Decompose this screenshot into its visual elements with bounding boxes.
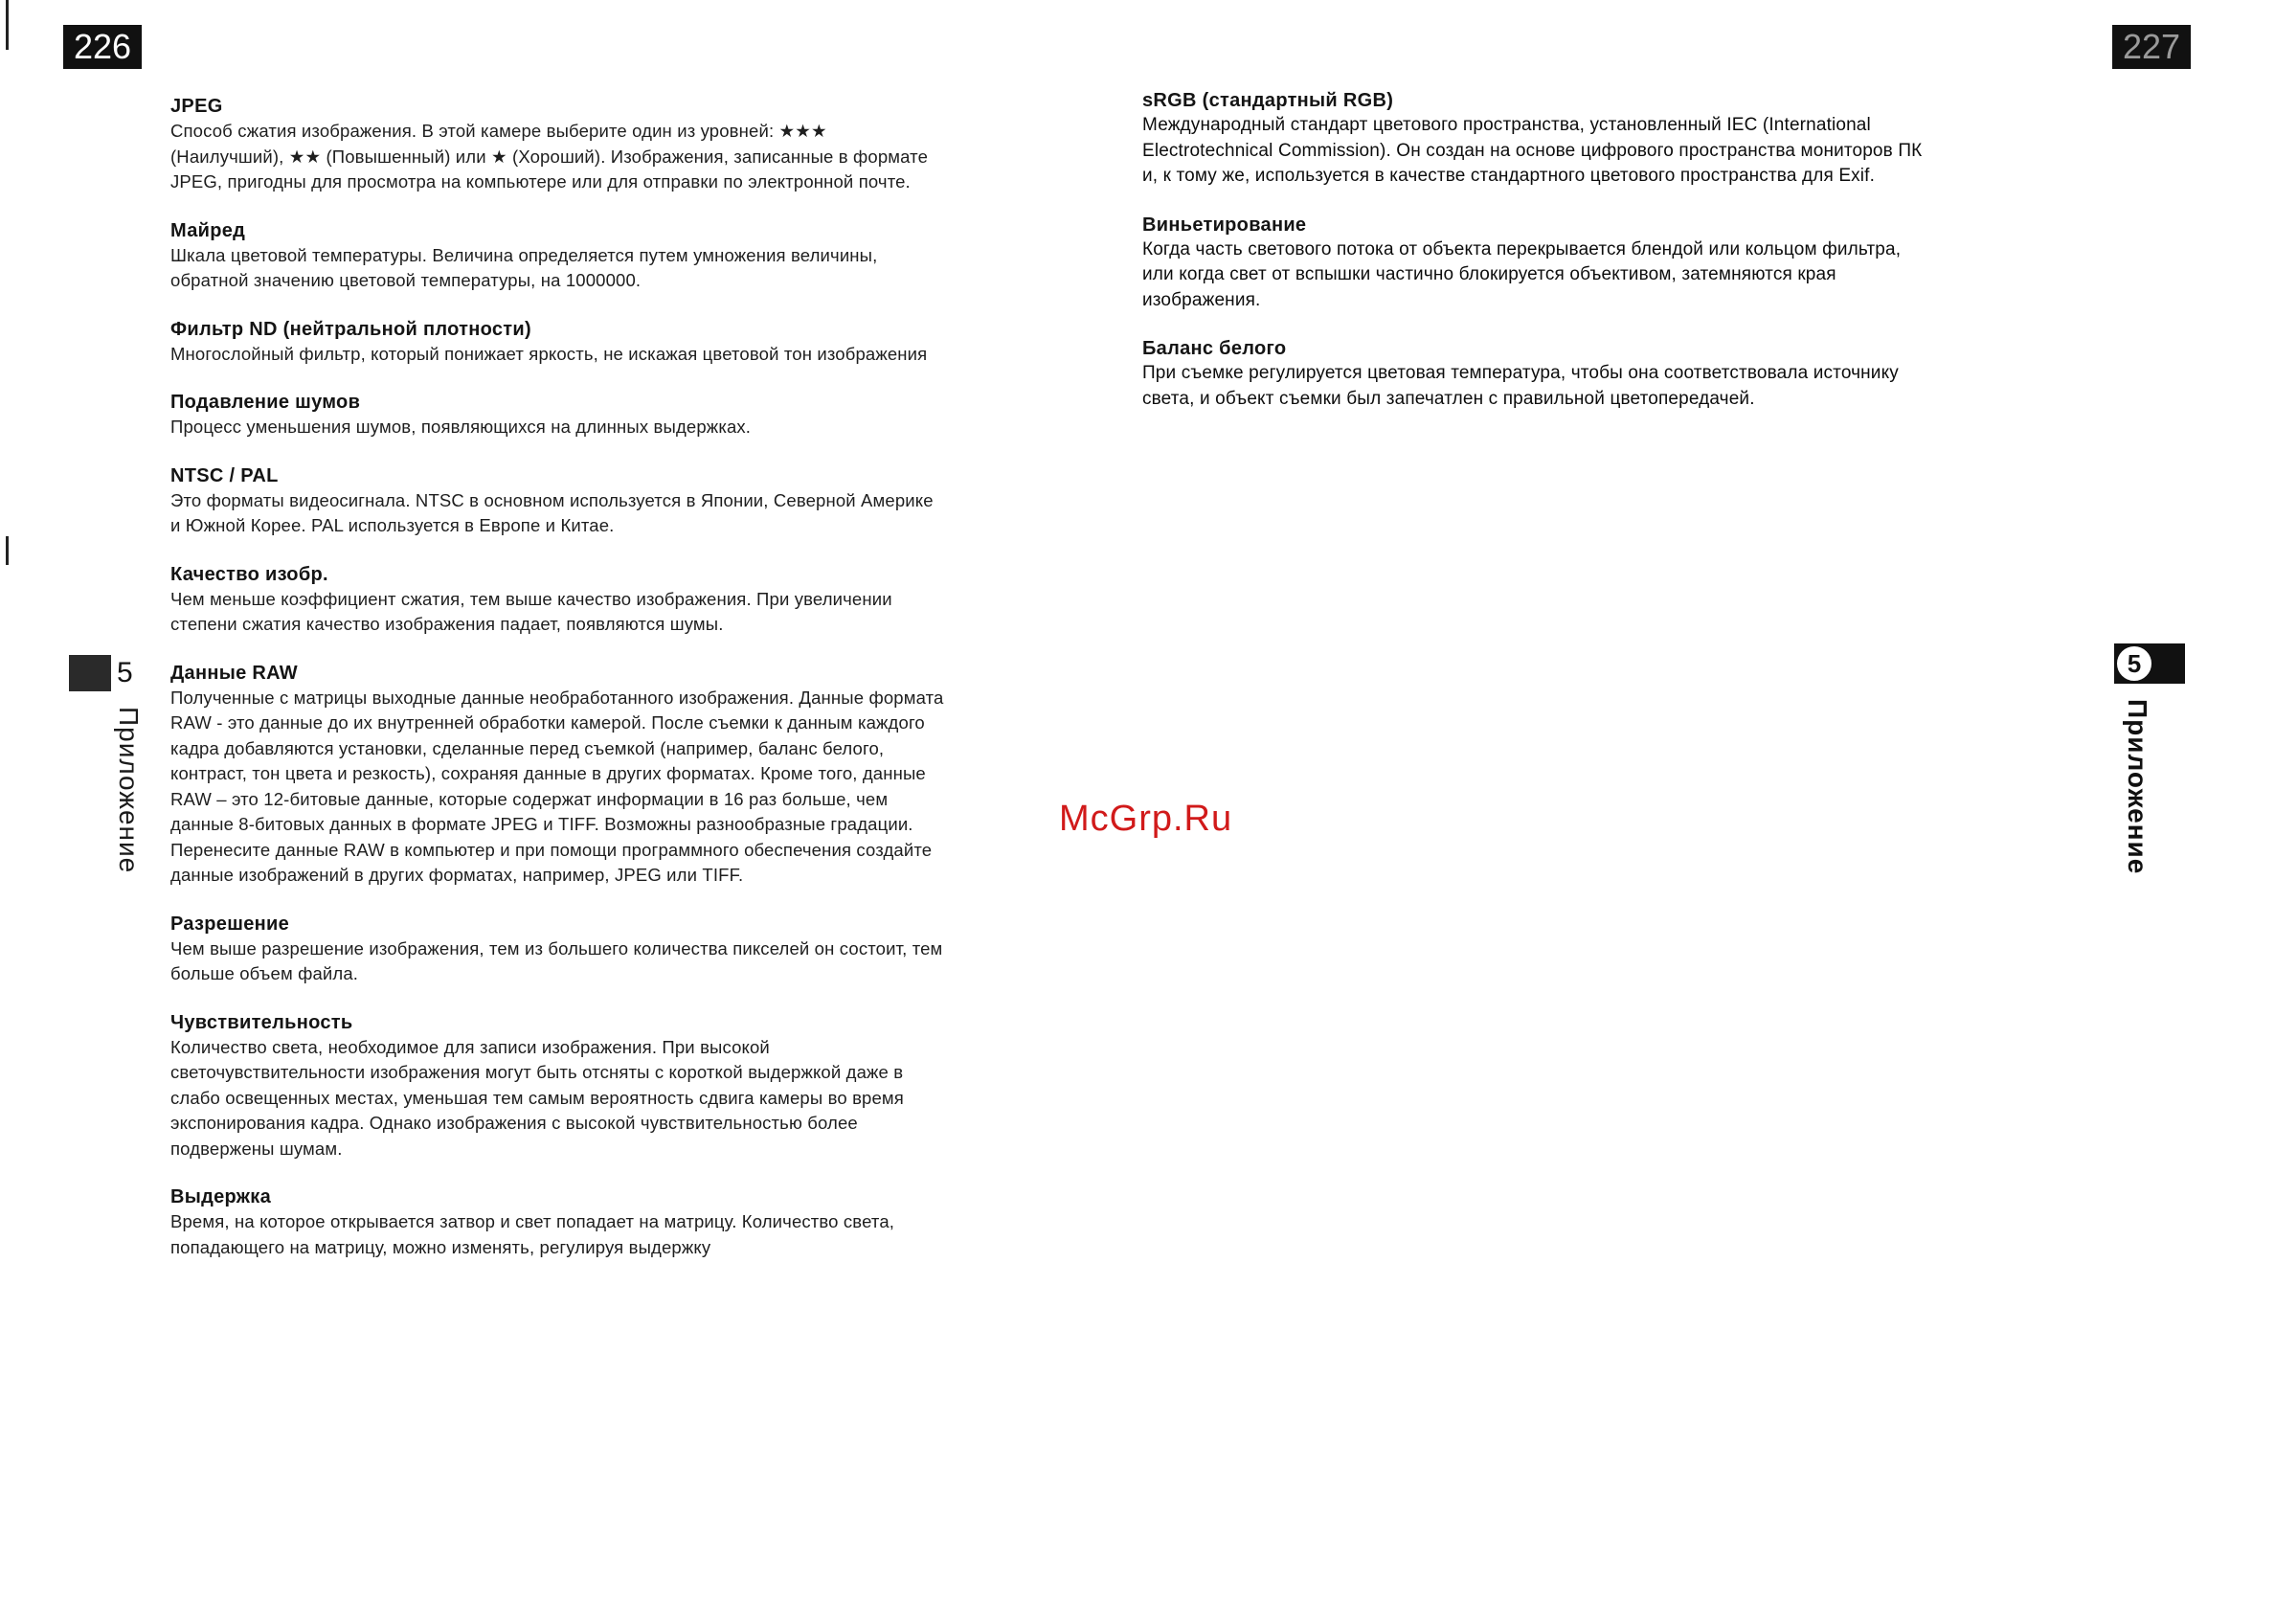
entry-body: Когда часть светового потока от объекта перекрывается блендой или кольцом фильтра, или когда свет от вспышки частично блокируется объективом, затемняются края изображения. bbox=[1142, 238, 1902, 310]
page-number-right: 227 bbox=[2112, 25, 2191, 69]
entry-title: Баланс белого bbox=[1142, 338, 1287, 359]
entry-body: Международный стандарт цветового пространства, установленный IEC (International Electrotechnical Commission). Он создан на основе цифрового пространства мониторов ПК и, к тому же, используется в качестве стандартного цветового пространства для Exif. bbox=[1142, 115, 1923, 186]
glossary-entry-resolution bbox=[170, 912, 1128, 987]
glossary-entry-image-quality bbox=[170, 562, 1128, 638]
glossary-entry-sensitivity bbox=[170, 1010, 1128, 1162]
section-number-right: 5 bbox=[2114, 643, 2154, 684]
watermark: McGrp.Ru bbox=[1059, 799, 1233, 839]
entry-body: Многослойный фильтр, который понижает яркость, не искажая цветовой тон изображения bbox=[170, 343, 928, 364]
entry-title: Выдержка bbox=[170, 1186, 272, 1207]
glossary-entry-shutter-speed bbox=[170, 1184, 1128, 1260]
entry-title: Подавление шумов bbox=[170, 392, 361, 413]
glossary-entry-raw-data bbox=[170, 661, 1128, 889]
entry-body: При съемке регулируется цветовая температура, чтобы она соответствовала источнику света, и объект съемки был запечатлен с правильной цветопередачей. bbox=[1142, 363, 1899, 409]
entry-body: Это форматы видеосигнала. NTSC в основном используется в Японии, Северной Америке и Южной Корее. PAL используется в Европе и Китае. bbox=[170, 489, 934, 535]
binding-mark-top bbox=[6, 0, 9, 50]
entry-body: Чем выше разрешение изображения, тем из большего количества пикселей он состоит, тем больше объем файла. bbox=[170, 937, 943, 983]
entry-title: Фильтр ND (нейтральной плотности) bbox=[170, 318, 531, 340]
glossary-entry-ntsc-pal bbox=[170, 463, 1128, 539]
entry-body: Чем меньше коэффициент сжатия, тем выше качество изображения. При увеличении степени сжатия качество изображения падает, появляются шумы. bbox=[170, 588, 892, 634]
glossary-entry-srgb bbox=[1142, 88, 2109, 190]
page-number-left: 226 bbox=[63, 25, 142, 69]
entry-title: Данные RAW bbox=[170, 662, 298, 684]
entry-title: NTSC / PAL bbox=[170, 464, 279, 486]
section-tab-right bbox=[2114, 643, 2185, 684]
entry-title: Чувствительность bbox=[170, 1011, 353, 1033]
entry-body: Шкала цветовой температуры. Величина определяется путем умножения величины, обратной значению цветовой температуры, на 1000000. bbox=[170, 244, 878, 290]
section-label-left: Приложение bbox=[114, 707, 144, 874]
glossary-entry-noise-reduction bbox=[170, 390, 1128, 440]
entry-body: Полученные с матрицы выходные данные необработанного изображения. Данные формата RAW - это данные до их внутренней обработки камерой. После съемки к данным каждого кадра добавляются установки, сделанные перед съемкой (например, баланс белого, контраст, тон цвета и резкость), сохраняя данные в других форматах. Кроме того, данные RAW – это 12-битовые данные, которые содержат информации в 16 раз больше, чем данные 8-битовых данных в формате JPEG и TIFF. Возможны разнообразные градации. Перенесите данные RAW в компьютер и при помощи программного обеспечения создайте данные изображений в других форматах, например, JPEG или TIFF. bbox=[170, 687, 944, 885]
binding-mark-mid bbox=[6, 536, 9, 565]
entry-body: Способ сжатия изображения. В этой камере выберите один из уровней: ★★★ (Наилучший), ★★ (Повышенный) или ★ (Хороший). Изображения, записанные в формате JPEG, пригодны для просмотра на компьютере или для отправки по электронной почте. bbox=[170, 121, 929, 192]
entry-title: sRGB (стандартный RGB) bbox=[1142, 90, 1394, 111]
glossary-entry-white-balance bbox=[1142, 336, 2109, 412]
entry-body: Количество света, необходимое для записи изображения. При высокой светочувствительности изображения могут быть отсняты с короткой выдержкой даже в слабо освещенных местах, уменьшая тем самым вероятность сдвига камеры во время экспонирования кадра. Однако изображения с высокой чувствительностью более подвержены шумам. bbox=[170, 1036, 904, 1159]
glossary-entry-mired bbox=[170, 218, 1128, 294]
glossary-entry-nd-filter bbox=[170, 317, 1128, 368]
entry-title: Виньетирование bbox=[1142, 214, 1307, 236]
glossary-entry-vignetting bbox=[1142, 213, 2109, 314]
section-label-right: Приложение bbox=[2123, 699, 2152, 875]
entry-title: Разрешение bbox=[170, 913, 290, 935]
entry-title: JPEG bbox=[170, 96, 223, 117]
glossary-right-column bbox=[1142, 88, 2109, 435]
section-tab-left bbox=[69, 651, 146, 695]
section-marker-icon bbox=[69, 655, 111, 691]
glossary-left-column bbox=[170, 94, 1128, 1283]
glossary-entry-jpeg bbox=[170, 94, 1128, 195]
entry-title: Майред bbox=[170, 219, 246, 241]
entry-body: Процесс уменьшения шумов, появляющихся на длинных выдержках. bbox=[170, 417, 752, 437]
entry-body: Время, на которое открывается затвор и свет попадает на матрицу. Количество света, попадающего на матрицу, можно изменять, регулируя выдержку bbox=[170, 1211, 895, 1257]
entry-title: Качество изобр. bbox=[170, 563, 328, 585]
section-number-left: 5 bbox=[117, 657, 133, 688]
